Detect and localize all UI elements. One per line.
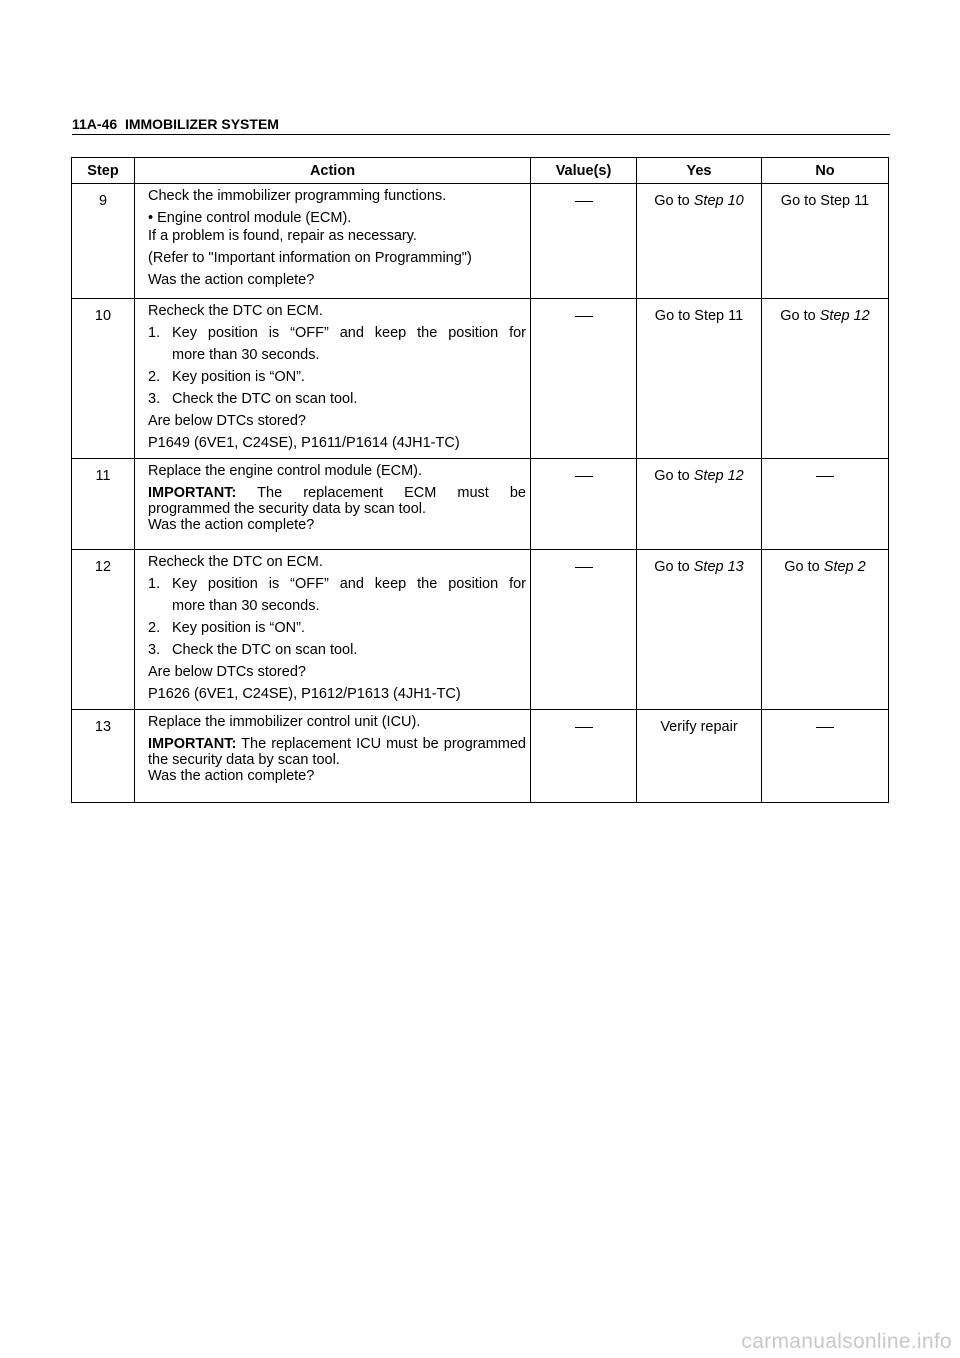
yes-cell: [637, 459, 762, 550]
item-text: Check the DTC on scan tool.: [172, 391, 358, 407]
numbered-item: [148, 642, 526, 658]
step-number: 10: [72, 299, 135, 459]
action-line: (Refer to "Important information on Programming"): [148, 250, 472, 266]
em-dash-icon: [575, 316, 593, 317]
important-text: The replacement ECM must be programmed the security data by scan tool.: [148, 485, 526, 517]
yes-text: Go to: [654, 559, 694, 575]
item-number: 3.: [148, 642, 161, 658]
item-number: 2.: [148, 620, 161, 636]
em-dash-icon: [575, 476, 593, 477]
table-row: [72, 550, 889, 710]
yes-cell: [637, 710, 762, 803]
table-header-row: [72, 158, 889, 184]
action-question: Are below DTCs stored?: [148, 413, 306, 429]
em-dash-icon: [575, 727, 593, 728]
action-line: Recheck the DTC on ECM.: [148, 303, 323, 319]
yes-step-ref: Step 10: [693, 193, 744, 209]
step-number: 12: [72, 550, 135, 710]
numbered-item: [148, 325, 526, 341]
action-line: Check the immobilizer programming functions.: [148, 188, 447, 204]
numbered-item: [148, 576, 526, 592]
item-number: 1.: [148, 576, 161, 592]
item-number: 1.: [148, 325, 161, 341]
value-cell: [531, 550, 637, 710]
no-step-ref: Step 12: [819, 308, 870, 324]
diagnostic-table: [71, 157, 889, 803]
yes-text: Go to: [654, 468, 694, 484]
bullet-icon: •: [148, 210, 158, 226]
important-note: [148, 485, 526, 517]
item-number: 2.: [148, 369, 161, 385]
yes-text: Verify repair: [660, 719, 738, 735]
action-line: Replace the engine control module (ECM).: [148, 463, 423, 479]
important-label: IMPORTANT:: [148, 485, 237, 501]
no-step-ref: Step 2: [823, 559, 866, 575]
yes-cell: [637, 184, 762, 299]
watermark: carmanualsonline.info: [741, 1330, 952, 1353]
table-row: [72, 459, 889, 550]
important-note: [148, 736, 526, 768]
numbered-item: [148, 391, 526, 407]
yes-cell: [637, 550, 762, 710]
page-header: [72, 116, 890, 135]
dtc-codes: P1626 (6VE1, C24SE), P1612/P1613 (4JH1-TC): [148, 686, 461, 702]
action-cell: [135, 184, 531, 299]
action-question: Was the action complete?: [148, 517, 315, 533]
col-header-action: Action: [135, 158, 531, 184]
value-cell: [531, 299, 637, 459]
em-dash-icon: [816, 476, 834, 477]
table-row: [72, 710, 889, 803]
yes-cell: [637, 299, 762, 459]
no-cell: [762, 299, 889, 459]
value-cell: [531, 710, 637, 803]
action-line: Replace the immobilizer control unit (ICU).: [148, 714, 421, 730]
action-cell: [135, 299, 531, 459]
numbered-item: [148, 369, 526, 385]
item-number: 3.: [148, 391, 161, 407]
col-header-no: No: [762, 158, 889, 184]
action-question: Was the action complete?: [148, 768, 315, 784]
step-number: 9: [72, 184, 135, 299]
item-text: Key position is “OFF” and keep the position for: [172, 325, 526, 341]
em-dash-icon: [816, 727, 834, 728]
yes-step-ref: Step 13: [693, 559, 744, 575]
item-text-cont: more than 30 seconds.: [172, 347, 320, 363]
action-cell: [135, 550, 531, 710]
no-cell: [762, 459, 889, 550]
action-bullet: [148, 210, 526, 226]
yes-text: Go to: [654, 193, 694, 209]
yes-step-ref: Step 12: [693, 468, 744, 484]
table-row: [72, 299, 889, 459]
action-question: Was the action complete?: [148, 272, 315, 288]
em-dash-icon: [575, 567, 593, 568]
yes-text: Go to Step 11: [654, 308, 744, 324]
table-row: [72, 184, 889, 299]
action-line: If a problem is found, repair as necessary.: [148, 228, 417, 244]
no-text: Go to: [784, 559, 824, 575]
no-text: Go to Step 11: [780, 193, 870, 209]
page-label: 11A-46: [72, 116, 118, 132]
no-cell: [762, 550, 889, 710]
no-cell: [762, 710, 889, 803]
action-cell: [135, 710, 531, 803]
item-text: Key position is “ON”.: [172, 620, 305, 636]
col-header-yes: Yes: [637, 158, 762, 184]
step-number: 13: [72, 710, 135, 803]
no-text: Go to: [780, 308, 820, 324]
value-cell: [531, 184, 637, 299]
value-cell: [531, 459, 637, 550]
item-text-cont: more than 30 seconds.: [172, 598, 320, 614]
important-text: The replacement ICU must be programmed the security data by scan tool.: [148, 736, 526, 768]
col-header-step: Step: [72, 158, 135, 184]
no-cell: [762, 184, 889, 299]
action-question: Are below DTCs stored?: [148, 664, 306, 680]
em-dash-icon: [575, 201, 593, 202]
numbered-item: [148, 620, 526, 636]
section-title: IMMOBILIZER SYSTEM: [124, 116, 279, 132]
important-label: IMPORTANT:: [148, 736, 237, 752]
col-header-values: Value(s): [531, 158, 637, 184]
bullet-text: Engine control module (ECM).: [157, 210, 352, 226]
action-cell: [135, 459, 531, 550]
dtc-codes: P1649 (6VE1, C24SE), P1611/P1614 (4JH1-TC): [148, 435, 460, 451]
item-text: Check the DTC on scan tool.: [172, 642, 358, 658]
step-number: 11: [72, 459, 135, 550]
item-text: Key position is “OFF” and keep the position for: [172, 576, 526, 592]
action-line: Recheck the DTC on ECM.: [148, 554, 323, 570]
item-text: Key position is “ON”.: [172, 369, 305, 385]
